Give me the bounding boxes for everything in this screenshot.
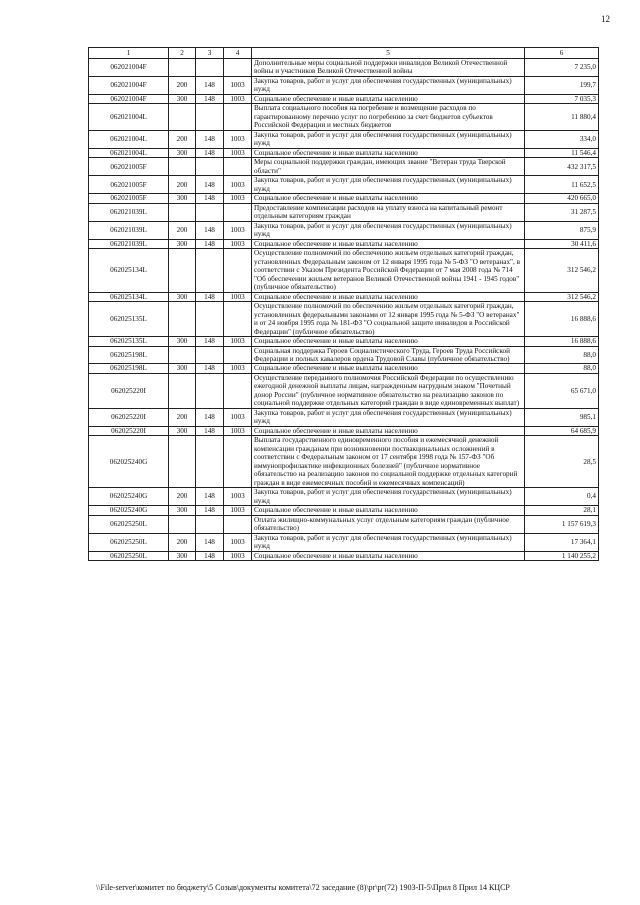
row-amount-cell: 16 888,6 [525, 302, 599, 337]
row-subsection-cell: 1003 [224, 176, 252, 194]
footer-file-path: \\File-server\комитет по бюджету\5 Созыв\документы комитета\72 заседание (8)\pr\pr(72) 1903-П-5\Прил 8 Прил 14 КЦСР [96, 883, 510, 892]
row-section-cell: 148 [196, 364, 224, 373]
row-description-cell: Меры социальной поддержки граждан, имеющих звание "Ветеран труда Тверской области" [252, 158, 525, 176]
row-description-cell: Осуществление полномочий по обеспечению жильем отдельных категорий граждан, установленных Федеральным законом от 12 января 1995 года № 5-ФЗ "О ветеранах", в соответствии с Указом Президента Российской Федерации от 7 мая 2008 года № 714 "Об обеспечении жильем ветеранов Великой Отечественной войны 1941 - 1945 годов" (публичное обязательство) [252, 249, 525, 292]
row-section-cell [196, 436, 224, 488]
row-description-cell: Предоставление компенсации расходов на уплату взноса на капитальный ремонт отдельным категориям граждан [252, 203, 525, 221]
table-row [89, 408, 599, 426]
row-kvr-cell [169, 515, 196, 533]
row-section-cell: 148 [196, 130, 224, 148]
row-amount-cell: 1 157 619,3 [525, 515, 599, 533]
row-kvr-cell: 300 [169, 194, 196, 203]
row-amount-cell: 7 035,3 [525, 94, 599, 103]
row-kvr-cell: 200 [169, 76, 196, 94]
row-code-cell: 062021004F [89, 59, 169, 77]
row-amount-cell: 7 235,0 [525, 59, 599, 77]
table-row [89, 426, 599, 435]
row-code-cell: 062025240G [89, 506, 169, 515]
row-code-cell: 062025135L [89, 337, 169, 346]
row-description-cell: Социальное обеспечение и иные выплаты населению [252, 506, 525, 515]
row-section-cell: 148 [196, 176, 224, 194]
row-subsection-cell [224, 59, 252, 77]
row-section-cell: 148 [196, 221, 224, 239]
row-description-cell: Социальное обеспечение и иные выплаты населению [252, 94, 525, 103]
row-subsection-cell [224, 346, 252, 364]
row-description-cell: Социальное обеспечение и иные выплаты населению [252, 551, 525, 560]
row-kvr-cell [169, 346, 196, 364]
row-code-cell: 062021039L [89, 239, 169, 248]
column-header-1: 1 [89, 48, 169, 59]
row-subsection-cell [224, 203, 252, 221]
row-section-cell: 148 [196, 292, 224, 301]
row-subsection-cell: 1003 [224, 239, 252, 248]
row-amount-cell: 31 287,5 [525, 203, 599, 221]
table-row [89, 148, 599, 157]
row-kvr-cell: 300 [169, 239, 196, 248]
row-amount-cell: 420 665,0 [525, 194, 599, 203]
row-description-cell: Закупка товаров, работ и услуг для обеспечения государственных (муниципальных) нужд [252, 488, 525, 506]
row-description-cell: Закупка товаров, работ и услуг для обеспечения государственных (муниципальных) нужд [252, 130, 525, 148]
row-kvr-cell: 300 [169, 148, 196, 157]
row-description-cell: Закупка товаров, работ и услуг для обеспечения государственных (муниципальных) нужд [252, 221, 525, 239]
row-amount-cell: 0,4 [525, 488, 599, 506]
table-row [89, 533, 599, 551]
row-subsection-cell: 1003 [224, 488, 252, 506]
table-header-row [89, 48, 599, 59]
row-subsection-cell: 1003 [224, 292, 252, 301]
row-subsection-cell [224, 436, 252, 488]
row-kvr-cell [169, 203, 196, 221]
row-section-cell [196, 302, 224, 337]
row-section-cell [196, 515, 224, 533]
row-description-cell: Закупка товаров, работ и услуг для обеспечения государственных (муниципальных) нужд [252, 176, 525, 194]
page-number: 12 [601, 14, 610, 24]
table-row [89, 104, 599, 130]
row-kvr-cell: 300 [169, 551, 196, 560]
row-section-cell: 148 [196, 239, 224, 248]
row-subsection-cell [224, 104, 252, 130]
row-subsection-cell [224, 515, 252, 533]
row-section-cell: 148 [196, 426, 224, 435]
row-subsection-cell: 1003 [224, 426, 252, 435]
row-amount-cell: 65 671,0 [525, 373, 599, 408]
column-header-3: 3 [196, 48, 224, 59]
row-description-cell: Закупка товаров, работ и услуг для обеспечения государственных (муниципальных) нужд [252, 408, 525, 426]
row-amount-cell: 28,1 [525, 506, 599, 515]
table-row [89, 76, 599, 94]
row-description-cell: Выплата государственного единовременного пособия и ежемесячной денежной компенсации гражданам при возникновении поствакцинальных осложнений в соответствии с Федеральным законом от 17 сентября 1998 года № 157-ФЗ "Об иммунопрофилактике инфекционных болезней" (публичное нормативное обязательство на реализацию законов по социальной поддержке отдельных категорий граждан в виде ежемесячных пособий и ежемесячных компенсаций) [252, 436, 525, 488]
row-amount-cell: 875,9 [525, 221, 599, 239]
row-amount-cell: 64 685,9 [525, 426, 599, 435]
row-kvr-cell [169, 59, 196, 77]
row-amount-cell: 88,0 [525, 346, 599, 364]
row-section-cell: 148 [196, 551, 224, 560]
row-code-cell: 062025198L [89, 346, 169, 364]
column-header-5: 5 [252, 48, 525, 59]
row-code-cell: 062021004F [89, 94, 169, 103]
row-section-cell [196, 158, 224, 176]
row-code-cell: 062025198L [89, 364, 169, 373]
budget-table [88, 47, 599, 561]
row-kvr-cell: 300 [169, 364, 196, 373]
row-subsection-cell [224, 302, 252, 337]
row-description-cell: Социальное обеспечение и иные выплаты населению [252, 364, 525, 373]
row-kvr-cell [169, 104, 196, 130]
row-amount-cell: 88,0 [525, 364, 599, 373]
row-code-cell: 062021005F [89, 158, 169, 176]
row-kvr-cell: 200 [169, 533, 196, 551]
column-header-6: 6 [525, 48, 599, 59]
table-row [89, 130, 599, 148]
row-section-cell [196, 373, 224, 408]
row-subsection-cell: 1003 [224, 533, 252, 551]
row-amount-cell: 28,5 [525, 436, 599, 488]
table-row [89, 436, 599, 488]
row-subsection-cell: 1003 [224, 76, 252, 94]
row-code-cell: 062021004L [89, 104, 169, 130]
row-description-cell: Закупка товаров, работ и услуг для обеспечения государственных (муниципальных) нужд [252, 533, 525, 551]
table-row [89, 94, 599, 103]
row-kvr-cell: 300 [169, 426, 196, 435]
column-header-2: 2 [169, 48, 196, 59]
table-row [89, 59, 599, 77]
row-code-cell: 062021005F [89, 176, 169, 194]
row-amount-cell: 11 652,5 [525, 176, 599, 194]
table-row [89, 346, 599, 364]
row-section-cell [196, 104, 224, 130]
row-subsection-cell: 1003 [224, 130, 252, 148]
row-code-cell: 062021005F [89, 194, 169, 203]
row-section-cell: 148 [196, 533, 224, 551]
row-subsection-cell: 1003 [224, 94, 252, 103]
row-code-cell: 062021039L [89, 203, 169, 221]
row-code-cell: 062025220I [89, 408, 169, 426]
row-code-cell: 062021004F [89, 76, 169, 94]
row-subsection-cell: 1003 [224, 194, 252, 203]
row-kvr-cell [169, 302, 196, 337]
row-code-cell: 062025134L [89, 249, 169, 292]
row-section-cell: 148 [196, 94, 224, 103]
table-row [89, 488, 599, 506]
row-subsection-cell: 1003 [224, 364, 252, 373]
row-subsection-cell [224, 158, 252, 176]
row-code-cell: 062021039L [89, 221, 169, 239]
row-code-cell: 062025250L [89, 551, 169, 560]
row-description-cell: Социальное обеспечение и иные выплаты населению [252, 239, 525, 248]
row-kvr-cell [169, 436, 196, 488]
row-kvr-cell: 200 [169, 130, 196, 148]
row-description-cell: Выплата социального пособия на погребение и возмещение расходов по гарантированному перечню услуг по погребению за счет бюджетов субъектов Российской Федерации и местных бюджетов [252, 104, 525, 130]
row-section-cell [196, 203, 224, 221]
row-subsection-cell: 1003 [224, 506, 252, 515]
row-subsection-cell: 1003 [224, 408, 252, 426]
row-description-cell: Социальная поддержка Героев Социалистического Труда, Героев Труда Российской Федерации и полных кавалеров ордена Трудовой Славы (публичное обязательство) [252, 346, 525, 364]
table-row [89, 337, 599, 346]
column-header-4: 4 [224, 48, 252, 59]
row-amount-cell: 985,1 [525, 408, 599, 426]
row-section-cell: 148 [196, 194, 224, 203]
row-code-cell: 062021004L [89, 130, 169, 148]
row-code-cell: 062025220I [89, 426, 169, 435]
row-kvr-cell [169, 249, 196, 292]
table-row [89, 249, 599, 292]
row-subsection-cell [224, 249, 252, 292]
row-section-cell: 148 [196, 488, 224, 506]
row-amount-cell: 17 364,1 [525, 533, 599, 551]
row-code-cell: 062025134L [89, 292, 169, 301]
row-description-cell: Оплата жилищно-коммунальных услуг отдельным категориям граждан (публичное обязательство) [252, 515, 525, 533]
row-section-cell [196, 346, 224, 364]
row-description-cell: Социальное обеспечение и иные выплаты населению [252, 337, 525, 346]
row-subsection-cell: 1003 [224, 551, 252, 560]
row-kvr-cell: 200 [169, 221, 196, 239]
row-amount-cell: 16 888,6 [525, 337, 599, 346]
table-row [89, 506, 599, 515]
row-amount-cell: 11 546,4 [525, 148, 599, 157]
row-amount-cell: 1 140 255,2 [525, 551, 599, 560]
table-row [89, 221, 599, 239]
row-description-cell: Дополнительные меры социальной поддержки инвалидов Великой Отечественной войны и участников Великой Отечественной войны [252, 59, 525, 77]
row-kvr-cell: 300 [169, 506, 196, 515]
row-description-cell: Осуществление полномочий по обеспечению жильем отдельных категорий граждан, установленных федеральными законами от 12 января 1995 года № 5-ФЗ "О ветеранах" и от 24 ноября 1995 года № 181-ФЗ "О социальной защите инвалидов в Российской Федерации" (публичное обязательство) [252, 302, 525, 337]
row-amount-cell: 11 880,4 [525, 104, 599, 130]
row-kvr-cell [169, 373, 196, 408]
table-row [89, 302, 599, 337]
row-amount-cell: 312 546,2 [525, 249, 599, 292]
row-section-cell: 148 [196, 76, 224, 94]
row-kvr-cell: 200 [169, 408, 196, 426]
row-code-cell: 062025240G [89, 436, 169, 488]
row-code-cell: 062025250L [89, 533, 169, 551]
row-subsection-cell: 1003 [224, 337, 252, 346]
row-kvr-cell: 300 [169, 292, 196, 301]
row-section-cell: 148 [196, 148, 224, 157]
row-section-cell [196, 249, 224, 292]
table-row [89, 515, 599, 533]
row-section-cell: 148 [196, 337, 224, 346]
table-row [89, 158, 599, 176]
row-kvr-cell: 200 [169, 488, 196, 506]
row-subsection-cell: 1003 [224, 221, 252, 239]
row-code-cell: 062025220I [89, 373, 169, 408]
row-description-cell: Социальное обеспечение и иные выплаты населению [252, 148, 525, 157]
row-amount-cell: 199,7 [525, 76, 599, 94]
table-row [89, 551, 599, 560]
row-description-cell: Закупка товаров, работ и услуг для обеспечения государственных (муниципальных) нужд [252, 76, 525, 94]
row-code-cell: 062025250L [89, 515, 169, 533]
table-row [89, 176, 599, 194]
table-row [89, 292, 599, 301]
table-row [89, 364, 599, 373]
row-section-cell: 148 [196, 506, 224, 515]
row-kvr-cell: 300 [169, 337, 196, 346]
row-description-cell: Социальное обеспечение и иные выплаты населению [252, 292, 525, 301]
row-description-cell: Социальное обеспечение и иные выплаты населению [252, 426, 525, 435]
row-description-cell: Осуществление переданного полномочия Российской Федерации по осуществлению ежегодной денежной выплаты лицам, награжденным нагрудным знаком "Почетный донор России" (публичное нормативное обязательство на реализацию законов по социальной поддержке отдельных категорий граждан в виде единовременных выплат) [252, 373, 525, 408]
table-row [89, 203, 599, 221]
row-kvr-cell: 200 [169, 176, 196, 194]
row-subsection-cell [224, 373, 252, 408]
row-code-cell: 062021004L [89, 148, 169, 157]
row-amount-cell: 312 546,2 [525, 292, 599, 301]
row-kvr-cell [169, 158, 196, 176]
row-amount-cell: 432 317,5 [525, 158, 599, 176]
row-code-cell: 062025240G [89, 488, 169, 506]
row-amount-cell: 334,0 [525, 130, 599, 148]
row-subsection-cell: 1003 [224, 148, 252, 157]
table-body [89, 59, 599, 561]
table-row [89, 373, 599, 408]
table-row [89, 194, 599, 203]
row-section-cell [196, 59, 224, 77]
row-description-cell: Социальное обеспечение и иные выплаты населению [252, 194, 525, 203]
row-kvr-cell: 300 [169, 94, 196, 103]
row-code-cell: 062025135L [89, 302, 169, 337]
table-row [89, 239, 599, 248]
row-section-cell: 148 [196, 408, 224, 426]
row-amount-cell: 30 411,6 [525, 239, 599, 248]
